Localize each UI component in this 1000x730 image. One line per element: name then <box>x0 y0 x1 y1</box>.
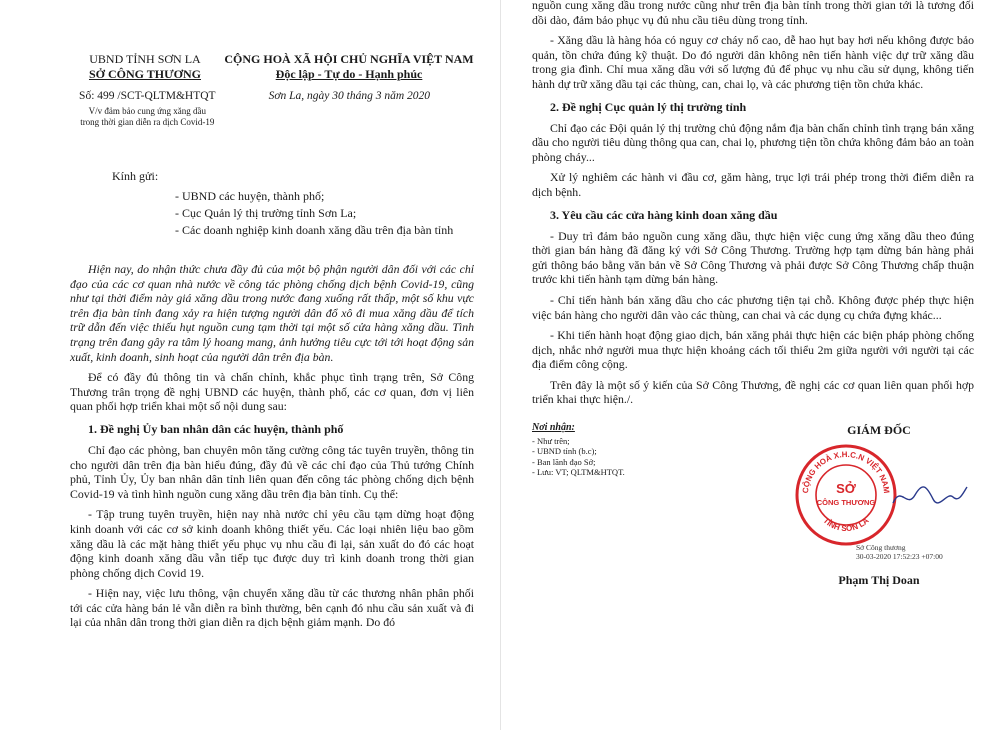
digital-signature-stamp <box>856 543 943 561</box>
signature-area <box>532 422 974 588</box>
section3-title: 3. Yêu cầu các cửa hàng kinh doan xăng dầu <box>550 207 778 222</box>
recipients-item: - Lưu: VT; QLTM&HTQT. <box>532 467 625 478</box>
closing-paragraph: Trên đây là một số ý kiến của Sở Công Thương, đề nghị các cơ quan liên quan phối hợp triển khai thực hiện./. <box>532 377 974 407</box>
recipient-item: - Các doanh nghiệp kinh doanh xăng dầu trên địa bàn tỉnh <box>175 223 454 237</box>
recipients-block <box>532 423 702 583</box>
summary-line1: V/v đảm bảo cung ứng xăng dầu <box>88 106 206 116</box>
doc-number: Số: 499 /SCT-QLTM&HTQT <box>79 90 216 102</box>
section2-para2: Xử lý nghiêm các hành vi đầu cơ, găm hàng, trục lợi trái phép trong thời điểm diễn ra dịch bệnh. <box>532 170 974 199</box>
section3-para3: - Khi tiến hành hoạt động giao dịch, bán xăng phải thực hiện các biện pháp phòng chống dịch, nhắc nhở người mua thực hiện khoảng cách tối thiểu 2m giữa người với người tại các địa điểm công cộng. <box>532 328 974 372</box>
recipient-item: - UBND các huyện, thành phố; <box>175 189 325 203</box>
doc-summary <box>70 106 225 128</box>
issuing-agency <box>70 52 220 82</box>
recipients-title: Nơi nhận: <box>532 422 575 434</box>
signer-name: Phạm Thị Doan <box>838 573 920 588</box>
digital-line1: Sở Công thương <box>856 543 906 553</box>
signer-block <box>784 423 974 588</box>
section3-para1: - Duy trì đảm bảo nguồn cung xăng dầu, thực hiện việc cung ứng xăng dầu theo đúng thời gian bán hàng đã đăng ký với Sở Công Thương. Trường hợp tạm dừng bán hàng phải gửi thông báo bằng văn bản về Sở Công Thương và phải được Sở Công Thương chấp thuận trước khi tiến hành tạm dừng bán hàng. <box>532 228 974 287</box>
section2-title: 2. Đề nghị Cục quản lý thị trường tỉnh <box>550 99 747 114</box>
purpose-paragraph: Để có đầy đủ thông tin và chấn chỉnh, khắc phục tình trạng trên, Sở Công Thương trân trọng đề nghị UBND các huyện, thành phố, các cơ quan, đơn vị liên quan phối hợp triển khai một số nội dung sau: <box>70 370 474 414</box>
recipients-item: - UBND tỉnh (b.c); <box>532 446 597 457</box>
recipient-list <box>175 188 474 239</box>
digital-line2: 30-03-2020 17:52:23 +07:00 <box>856 552 943 562</box>
handwritten-signature-icon <box>889 481 969 511</box>
seal-bottom-text: TỈNH SƠN LA <box>821 515 871 534</box>
official-seal-icon <box>794 443 898 547</box>
seal-center-text: SỞ <box>836 481 856 497</box>
seal-top-text: CỘNG HOÀ X.H.C.N VIỆT NAM <box>800 449 892 494</box>
seal-center-text2: CÔNG THƯƠNG <box>816 498 876 508</box>
section1-para4: - Xăng dầu là hàng hóa có nguy cơ cháy nổ cao, dễ hao hụt bay hơi nếu không được bảo quản, tồn chứa đúng kỹ thuật. Do đó người dân không nên tiến hành việc dự trữ xăng dầu trong gia đình. Chỉ mua xăng dầu với số lượng đủ để phục vụ nhu cầu sử dụng, không tiến hành dự trữ xăng dầu tại các thùng, can, chai lọ, và các phương tiện tồn chứa khác. <box>532 33 974 91</box>
document-header <box>70 52 474 82</box>
recipients-item: - Ban lãnh đạo Sở; <box>532 456 596 467</box>
recipient-item: - Cục Quản lý thị trường tỉnh Sơn La; <box>175 206 357 220</box>
national-motto <box>224 52 474 82</box>
section1-para2: - Tập trung tuyên truyền, hiện nay nhà nước chỉ yêu cầu tạm dừng hoạt động kinh doanh với các cơ sở kinh doanh không thiết yếu. Các loại nhiên liệu bao gồm xăng dầu là các mặt hàng thiết yếu phục vụ nhu cầu đi lại, sản xuất do đó các hoạt động kinh doanh xăng dầu vẫn tiếp tục được duy trì kinh doanh trong thời gian phòng chống dịch Covid 19. <box>70 507 474 580</box>
document-reference <box>70 90 225 128</box>
page-right <box>500 0 1000 730</box>
section1-para3-continued: nguồn cung xăng dầu trong nước cũng như trên địa bàn tỉnh trong thời gian tới là tương đối dồi dào, đảm bảo phục vụ đủ nhu cầu tiêu dùng trong tỉnh. <box>532 0 974 27</box>
nation-line1: CỘNG HOÀ XÃ HỘI CHỦ NGHĨA VIỆT NAM <box>224 52 474 66</box>
section2-para1: Chỉ đạo các Đội quản lý thị trường chủ động nắm địa bàn chấn chỉnh tình trạng bán xăng dầu cho người tiêu dùng thông qua can, chai lọ, phương tiện tồn chứa không đảm bảo an toàn phòng cháy... <box>532 120 974 164</box>
document-meta <box>70 90 474 128</box>
greeting-label: Kính gửi: <box>112 169 159 183</box>
nation-line2: Độc lập - Tự do - Hạnh phúc <box>275 67 423 81</box>
place-date: Sơn La, ngày 30 tháng 3 năm 2020 <box>268 90 430 102</box>
summary-line2: trong thời gian diễn ra dịch Covid-19 <box>80 117 215 127</box>
section1-title: 1. Đề nghị Ủy ban nhân dân các huyện, thành phố <box>88 421 344 436</box>
section1-para1: Chỉ đạo các phòng, ban chuyên môn tăng cường công tác tuyên truyền, thông tin cho người dân trên địa bàn hiểu đúng, đầy đủ về các chỉ đạo của Thủ tướng Chính phủ, Tỉnh Ủy, Ủy ban nhân dân tỉnh liên quan đến công tác phòng chống dịch bệnh Covid-19 và tình hình nguồn cung xăng dầu trên địa bàn tỉnh. Cụ thể: <box>70 442 474 501</box>
agency-line1: UBND TỈNH SƠN LA <box>89 52 201 66</box>
signer-title: GIÁM ĐỐC <box>847 423 911 438</box>
recipients-item: - Như trên; <box>532 435 570 446</box>
intro-paragraph: Hiện nay, do nhận thức chưa đầy đủ của một bộ phận người dân đối với các chỉ đạo của các cơ quan nhà nước về công tác phòng chống dịch bệnh Covid-19, cũng như tại thời điểm này giá xăng dầu trong nước đang xuống rất thấp, một số khu vực trên địa bàn tỉnh đang xảy ra hiện tượng người dân đổ xô đi mua xăng dầu để tích trữ dẫn đến việc thiếu hụt nguồn cung tạm thời tại một số cửa hàng xăng dầu. Tình trạng trên đang gây ra tâm lý hoang mang, ảnh hưởng tiêu cực tới tới hoạt động sản xuất, kinh doanh, sinh hoạt của người dân trên địa bàn. <box>70 262 474 364</box>
section1-para3: - Hiện nay, việc lưu thông, vận chuyển xăng dầu từ các thương nhân phân phối tới các cửa hàng bán lẻ vẫn diễn ra bình thường, bên cạnh đó nhu cầu sản xuất và đi lại của nhân dân trong thời gian diễn ra dịch bệnh giảm mạnh. Do đó <box>70 586 474 630</box>
section3-para2: - Chỉ tiến hành bán xăng dầu cho các phương tiện tại chỗ. Không được phép thực hiện việc bán hàng cho người dân vào các thùng, can chai và các dụng cụ chứa đựng khác... <box>532 292 974 322</box>
agency-line2: SỞ CÔNG THƯƠNG <box>88 67 201 81</box>
